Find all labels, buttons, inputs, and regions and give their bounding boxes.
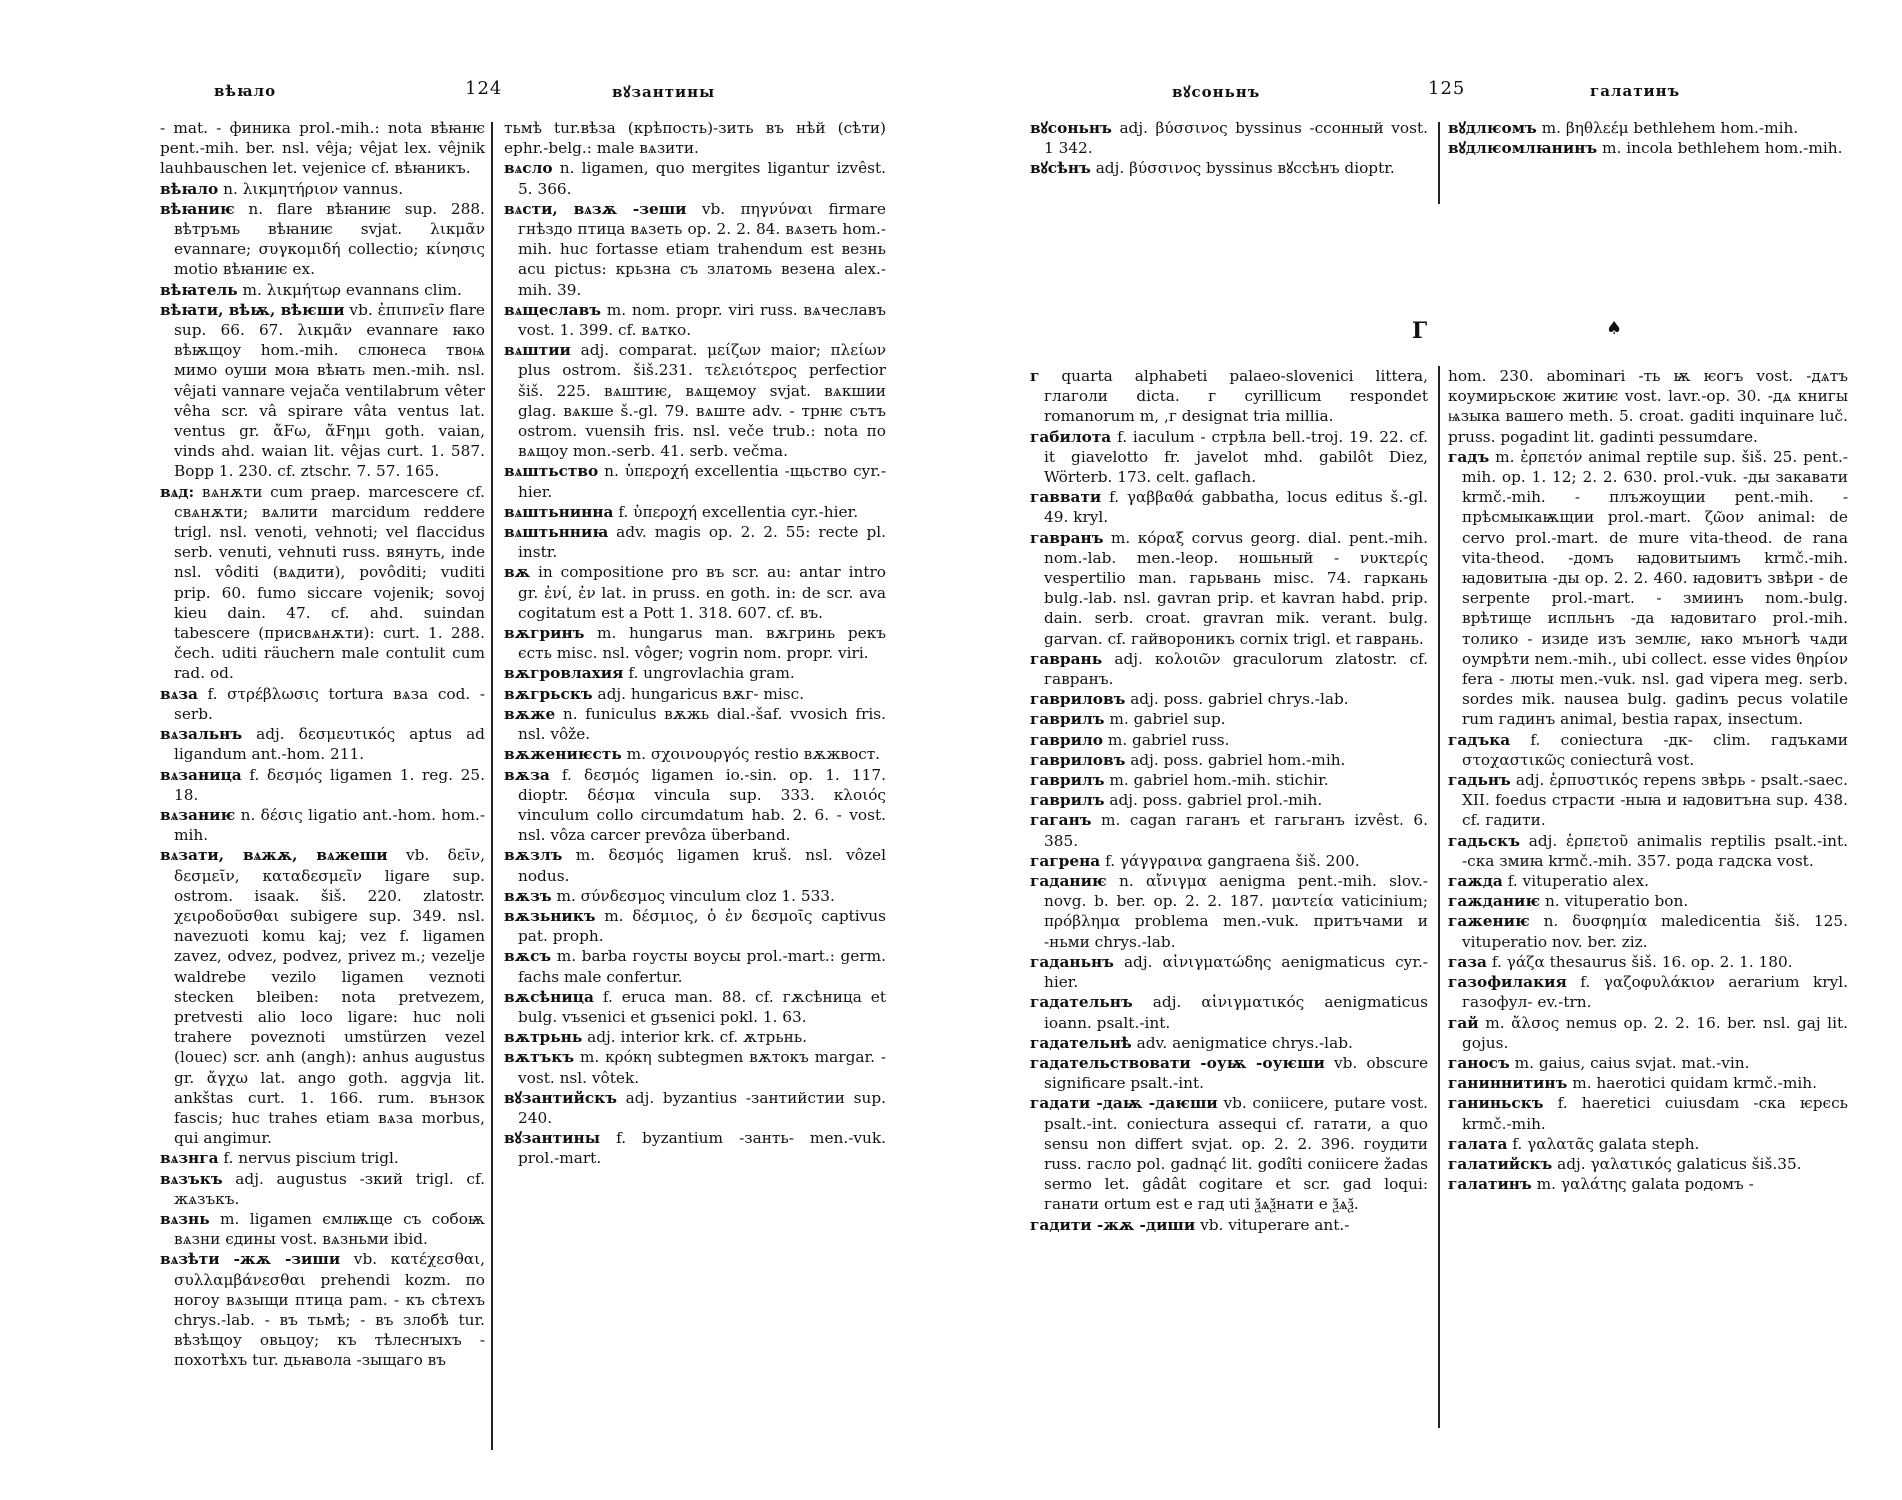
entry-text: m. κόραξ corvus georg. dial. pent.-mih. nom.-lab. men.-leop. ношьный - νυκτερίς vespertilio man. гарьвань misc. 74. гаркань bulg.-lab. nsl. gavran prip. et kavran habd. prip. dain. serb. croat. gravran mik. verant. bulg. garvan. cf. гайвороникъ cornix trigl. et гаврань.: [1044, 528, 1428, 648]
dictionary-entry: [1030, 1093, 1428, 1214]
entry-text: in compositione pro въ scr. au: antar intro gr. ἐνί, ἐν lat. in pruss. en goth. in: de scr. ava cogitatum est a Pott 1. 318. 607. cf. въ.: [518, 563, 886, 622]
entry-headword: вѧд:: [160, 482, 195, 501]
dictionary-entry: [160, 805, 485, 845]
entry-headword: вѣꙗтель: [160, 280, 238, 299]
dictionary-entry: [1448, 891, 1848, 911]
entry-headword: вѣꙗти, вѣѭ, вѣѥши: [160, 300, 345, 319]
dictionary-entry: [1030, 649, 1428, 689]
entry-text: n. ὑπεροχή excellentia -щьство cyr.-hier.: [518, 462, 886, 501]
entry-headword: гадъка: [1448, 730, 1511, 749]
dictionary-entry: [1030, 810, 1428, 850]
dictionary-entry: [160, 199, 485, 280]
column-divider-lower: [1438, 366, 1440, 1428]
dictionary-entry: [1030, 528, 1428, 649]
right-page-column-1-top: [1030, 118, 1428, 179]
dictionary-entry: [1448, 1073, 1848, 1093]
entry-headword: ганиньскъ: [1448, 1094, 1544, 1113]
entry-text: vb. obscure significare psalt.-int.: [1044, 1053, 1428, 1093]
dictionary-entry: [1030, 770, 1428, 790]
entry-headword: г: [1030, 367, 1040, 385]
dictionary-entry: [504, 118, 886, 158]
dictionary-entry: [504, 562, 886, 623]
entry-headword: гаввати: [1030, 488, 1102, 507]
dictionary-entry: [1030, 158, 1428, 178]
column-divider-top: [1438, 122, 1440, 204]
entry-headword: гадити -жѫ -диши: [1030, 1215, 1196, 1234]
entry-headword: газа: [1448, 952, 1487, 971]
dictionary-entry: [1448, 871, 1848, 891]
dictionary-entry: [160, 1169, 485, 1209]
entry-headword: газофилакия: [1448, 973, 1567, 992]
dictionary-entry: [504, 1128, 886, 1168]
dictionary-entry: [1030, 750, 1428, 770]
entry-headword: гадьнъ: [1448, 771, 1511, 790]
entry-headword: вѧзъкъ: [160, 1169, 223, 1188]
entry-headword: вѧштии: [504, 341, 571, 360]
entry-headword: вѫгринъ: [504, 624, 585, 643]
entry-text: f. eruca man. 88. cf. гѫсѣница et bulg. vъsenici et gъsenici pokl. 1. 63.: [518, 987, 886, 1026]
entry-headword: гадательнъ: [1030, 993, 1133, 1012]
dictionary-entry: [504, 300, 886, 340]
entry-text: f. δεσμός ligamen 1. reg. 25. 18.: [174, 765, 485, 804]
entry-headword: гаврилъ: [1030, 791, 1105, 810]
dictionary-entry: [1448, 1154, 1848, 1174]
entry-headword: вѫзлъ: [504, 846, 563, 865]
dictionary-entry: [1448, 1174, 1848, 1194]
entry-headword: гаврило: [1030, 730, 1103, 749]
entry-text: m. δέσμιος, ὁ ἐν δεσμοῖς captivus pat. proph.: [518, 906, 886, 946]
right-page-number: 125: [1428, 78, 1466, 99]
entry-headword: вꙋсоньнъ: [1030, 119, 1112, 137]
entry-headword: гадательствовати -оуѭ -оуѥши: [1030, 1053, 1325, 1072]
left-page-column-2: [504, 118, 886, 1169]
entry-text: n. flare вѣꙗниѥ sup. 288. вѣтръмь вѣꙗниѥ svjat. λικμᾶν evannare; συγκομιδή collectio; κίνησις motio вѣꙗниѥ ex.: [174, 199, 485, 279]
entry-headword: гажениѥ: [1448, 912, 1530, 931]
entry-text: вѧнѫти cum praep. marcescere cf. свѧнѫти; вѧлити marcidum reddere trigl. nsl. venoti, vehnoti; vel flaccidus serb. venuti, vehnuti russ. вянуть, inde nsl. vôditi (вѧдити), povôditi; vuditi prip. 60. fumo siccare vojenik; sovoj kieu dain. 47. cf. ahd. suindan tabescere (присвѧнѫти): curt. 1. 288. čech. uditi räuchern male contulit cum rad. od.: [174, 482, 485, 683]
entry-text: adv. aenigmatice chrys.-lab.: [1136, 1033, 1353, 1052]
entry-headword: вꙋзантины: [504, 1129, 601, 1148]
dictionary-entry: [1030, 851, 1428, 871]
entry-headword: вꙋсѣнъ: [1030, 159, 1091, 178]
dictionary-entry: [504, 765, 886, 846]
entry-text: adj. hungaricus вѫг- misc.: [597, 684, 805, 703]
dictionary-entry: [1448, 1093, 1848, 1133]
dictionary-entry: [504, 502, 886, 522]
entry-headword: галатинъ: [1448, 1175, 1532, 1194]
entry-headword: гаданиѥ: [1030, 872, 1107, 891]
column-divider: [491, 122, 493, 1450]
entry-headword: вѫтрьнь: [504, 1028, 583, 1047]
entry-headword: вѧзнь: [160, 1209, 210, 1228]
entry-headword: вѣꙗло: [160, 179, 219, 198]
entry-text: adj. byzantius -зантийстии sup. 240.: [518, 1088, 886, 1127]
dictionary-entry: [504, 1027, 886, 1047]
entry-text: m. gabriel russ.: [1107, 730, 1230, 749]
entry-headword: вѫзьникъ: [504, 906, 596, 925]
entry-headword: вѧзѣти -жѫ -зиши: [160, 1250, 341, 1269]
entry-headword: вѧзаниѥ: [160, 805, 236, 824]
entry-text: m. cagan гаганъ et гагьганъ izvêst. 6. 385.: [1044, 811, 1428, 850]
entry-text: m. incola bethlehem hom.-mih.: [1602, 139, 1843, 158]
entry-text: m. gabriel sup.: [1109, 710, 1226, 729]
dictionary-entry: [1448, 1134, 1848, 1154]
entry-text: f. vituperatio alex.: [1507, 872, 1650, 891]
dictionary-entry: [1030, 1033, 1428, 1053]
entry-text: adj. γαλατικός galaticus šiš.35.: [1557, 1154, 1802, 1173]
dictionary-entry: [1448, 366, 1848, 447]
dictionary-entry: [160, 845, 485, 1148]
entry-headword: гаврилъ: [1030, 771, 1105, 790]
dictionary-entry: [504, 845, 886, 885]
dictionary-entry: [504, 623, 886, 663]
entry-text: f. byzantium -занть- men.-vuk. prol.-mart.: [518, 1129, 886, 1168]
left-page-running-head-left: вѣꙗло: [214, 82, 277, 100]
entry-headword: вѧсти, вѧзѫ -зеши: [504, 199, 687, 218]
entry-text: hom. 230. abominari -ть ѭ ѥогъ vost. -дѧтъ коумирьскоѥ житиѥ vost. lavr.-op. 30. -дѧ книгы ѩзыка вашего meth. 5. croat. gaditi inquinare luč. pruss. pogadint lit. gadinti pessumdare.: [1448, 367, 1848, 446]
dictionary-entry: [504, 987, 886, 1027]
dictionary-entry: [504, 663, 886, 683]
dictionary-entry: [1030, 366, 1428, 427]
entry-text: vb. vituperare ant.-: [1200, 1215, 1350, 1234]
left-page-running-head-right: вꙋзантины: [612, 83, 716, 101]
entry-text: n. vituperatio bon.: [1545, 892, 1689, 911]
entry-text: m. gabriel hom.-mih. stichir.: [1109, 771, 1329, 790]
dictionary-entry: [1448, 831, 1848, 871]
entry-text: n. ligamen, quo mergites ligantur izvêst. 5. 366.: [518, 159, 886, 198]
dictionary-entry: [160, 724, 485, 764]
right-page-running-head-left: вꙋсоньнъ: [1172, 83, 1261, 101]
dictionary-entry: [1030, 952, 1428, 992]
left-page: [0, 0, 940, 1500]
entry-text: adv. magis op. 2. 2. 55: recte pl. instr.: [518, 523, 886, 562]
entry-headword: вꙋдлѥомъ: [1448, 119, 1537, 137]
entry-headword: вѫтъкъ: [504, 1048, 575, 1067]
entry-text: n. δυσφημία maledicentia šiš. 125. vituperatio nov. ber. ziz.: [1462, 912, 1848, 951]
dictionary-entry: [1448, 972, 1848, 1012]
entry-text: adj. interior krk. cf. ѫтрьнь.: [587, 1028, 808, 1047]
dictionary-entry: [1030, 871, 1428, 952]
entry-text: m. ἑρπετόν animal reptile sup. šiš. 25. pent.-mih. op. 1. 12; 2. 2. 630. prol.-vuk. -ды закавати krmč.-mih. - плъжоущии pent.-mih. - прѣсмыкаѭщии prol.-mart. ζῶον animal: de cervo prol.-mart. de mure vita-theod. de rana vita-theod. -домъ ꙗдовитыимъ krmč.-mih. ꙗдовитыꙗ -ды op. 2. 2. 460. ꙗдовитъ звѣри - de serpente prol.-mart. - змиинъ nom.-bulg. врѣтище испльнъ -да ꙗдовитаго prol.-mih. толико - изиде изъ землѥ, ꙗко мъногѣ чѧди оумрѣти nem.-mih., ubi collect. esse vides θηρίον fera - люты men.-vuk. nsl. gad vipera meg. serb. sordes mik. nausea bulg. gadinъ pecus volatile rum гадинъ animal, bestia rapax, insectum.: [1462, 447, 1849, 729]
entry-text: f. γάγγραινα gangraena šiš. 200.: [1105, 851, 1360, 870]
entry-headword: вѫсъ: [504, 947, 552, 966]
entry-text: vb. coniicere, putare vost. psalt.-int. coniectura assequi cf. гатати, a quo sensu non differt svjat. op. 2. 2. 396. гоудити russ. гасло pol. gadnąć lit. godîti coniicere žadas sermo let. gâdât cogitare et scr. gad loqui: ганати ortum est e гад uti ѯѧѯнати e ѯѧѯ.: [1044, 1094, 1428, 1214]
entry-headword: гаврилъ: [1030, 710, 1105, 729]
entry-text: m. γαλάτης galata родомъ -: [1536, 1175, 1754, 1194]
entry-text: adj. poss. gabriel hom.-mih.: [1130, 750, 1346, 769]
entry-headword: вѧщеславъ: [504, 300, 601, 319]
ornament-icon: ♠: [1606, 318, 1623, 339]
dictionary-entry: [1448, 118, 1848, 138]
dictionary-entry: [504, 158, 886, 198]
entry-headword: вѧзнга: [160, 1149, 219, 1168]
entry-headword: ганиннитинъ: [1448, 1074, 1568, 1093]
entry-text: m. gaius, caius svjat. mat.-vin.: [1514, 1053, 1750, 1072]
entry-text: adj. βύσσινος byssinus -ссонный vost. 1 342.: [1044, 119, 1428, 158]
entry-headword: гадательнѣ: [1030, 1033, 1132, 1052]
entry-text: f. ungrovlachia gram.: [628, 664, 795, 683]
entry-text: m. δεσμός ligamen kruš. nsl. vôzel nodus.: [518, 846, 886, 885]
entry-headword: вѧштьнниꙗ: [504, 523, 609, 542]
dictionary-entry: [1448, 1053, 1848, 1073]
entry-headword: гаданьнъ: [1030, 952, 1114, 971]
dictionary-entry: [1448, 770, 1848, 831]
dictionary-entry: [1030, 730, 1428, 750]
entry-headword: вѫжениѥсть: [504, 745, 622, 764]
section-letter: Г: [1412, 318, 1428, 344]
dictionary-entry: [1030, 1215, 1428, 1235]
dictionary-entry: [504, 461, 886, 501]
left-page-column-1: [160, 118, 485, 1371]
entry-headword: вꙋзантийскъ: [504, 1088, 617, 1107]
dictionary-entry: [504, 340, 886, 461]
dictionary-entry: [1448, 911, 1848, 951]
entry-headword: вѧзаница: [160, 765, 242, 784]
entry-headword: вѫза: [504, 765, 550, 784]
entry-text: - mat. - финика prol.-mih.: nota вѣꙗнѥ pent.-mih. ber. nsl. vêja; vêjat lex. vêjnik lauhbauschen let. vejenice cf. вѣꙗникъ.: [160, 119, 485, 178]
entry-text: f. γαββαθά gabbatha, locus editus š.-gl. 49. kryl.: [1044, 488, 1428, 527]
entry-text: f. γάζα thesaurus šiš. 16. op. 2. 1. 180.: [1491, 952, 1793, 971]
entry-text: vb. κατέχεσθαι, συλλαμβάνεσθαι prehendi kozm. по ногоу вѧзыщи птица pam. - къ сѣтехъ chrys.-lab. - въ тьмѣ; - въ злобѣ tur. вѣзѣщоу овьцоу; къ тѣлеснꙑхъ - похотѣхъ tur. дьꙗвола -зыщаго въ: [174, 1250, 485, 1370]
dictionary-entry: [504, 704, 886, 744]
dictionary-entry: [504, 684, 886, 704]
entry-text: adj. αἰνιγματικός aenigmaticus ioann. psalt.-int.: [1044, 993, 1428, 1032]
dictionary-entry: [160, 179, 485, 199]
entry-text: adj. augustus -зкий trigl. cf. жѧзъкъ.: [174, 1169, 485, 1208]
dictionary-entry: [160, 765, 485, 805]
entry-headword: гаврань: [1030, 649, 1103, 668]
entry-headword: гажда: [1448, 872, 1503, 891]
entry-text: f. γαλατᾶς galata steph.: [1512, 1134, 1700, 1153]
entry-headword: гавриловъ: [1030, 750, 1126, 769]
dictionary-entry: [504, 199, 886, 300]
entry-text: f. στρέβλωσις tortura вѧза cod. - serb.: [174, 684, 485, 723]
entry-text: f. γαζοφυλάκιον aerarium kryl. газофул- ev.-trn.: [1462, 973, 1848, 1012]
dictionary-entry: [160, 1148, 485, 1168]
entry-headword: вѫже: [504, 704, 556, 723]
entry-text: adj. poss. gabriel prol.-mih.: [1109, 791, 1323, 810]
entry-headword: гажданиѥ: [1448, 892, 1541, 911]
entry-text: m. λικμήτωρ evannans clim.: [242, 280, 462, 299]
right-page-column-1: [1030, 366, 1428, 1235]
entry-text: adj. ἑρπετοῦ animalis reptilis psalt.-int. -ска змиꙗ krmč.-mih. 357. рода гадска vost.: [1462, 831, 1848, 870]
entry-text: f. coniectura -дк- clim. гадъками στοχαστικῶς coniecturâ vost.: [1462, 730, 1848, 769]
entry-text: m. hungarus man. вѫгринь рекъ єсть misc. nsl. vôger; vogrin nom. propr. viri.: [518, 624, 886, 663]
entry-text: m. barba гоусты воусы prol.-mart.: germ. fachs male confertur.: [518, 947, 886, 986]
right-page-running-head-right: галатинъ: [1590, 82, 1681, 100]
entry-text: adj. δεσμευτικός aptus ad ligandum ant.-hom. 211.: [174, 725, 485, 764]
entry-text: f. ὑπεροχή excellentia cyr.-hier.: [618, 502, 859, 521]
entry-headword: гай: [1448, 1013, 1479, 1032]
right-page-column-2-top: [1448, 118, 1848, 158]
entry-text: m. haerotici quidam krmč.-mih.: [1572, 1074, 1817, 1093]
entry-text: vb. δεῖν, δεσμεῖν, καταδεσμεῖν ligare sup. ostrom. isaak. šiš. 220. zlatostr. χειροδοῦσθαι subigere sup. 349. nsl. navezuoti komu kaj; vez f. ligamen zavez, odvez, podvez, privez m.; vezelje waldrebe vezilo ligamen veznoti stecken bleiben: nota pretvezem, pretvesti alio loco ligare: huc noli trahere poveznoti umstürzen vezel (louec) scr. anh (angh): anhus augustus gr. ἄγχω lat. ango goth. aggvja lit. ankštas curt. 1. 166. rum. вънзок fascis; huc trahes etiam вѧза morbus, qui angimur.: [174, 846, 485, 1148]
dictionary-entry: [160, 118, 485, 179]
entry-text: n. λικμητήριον vannus.: [223, 179, 404, 198]
entry-text: m. σύνδεσμος vinculum cloz 1. 533.: [556, 886, 835, 905]
entry-headword: вѣꙗниѥ: [160, 199, 235, 218]
dictionary-entry: [1030, 790, 1428, 810]
dictionary-entry: [1448, 138, 1848, 158]
left-page-number: 124: [465, 78, 503, 99]
dictionary-entry: [504, 522, 886, 562]
entry-headword: вѫ: [504, 563, 531, 582]
entry-headword: вѧзальнъ: [160, 725, 243, 744]
entry-text: adj. comparat. μείζων maior; πλείων plus ostrom. šiš.231. τελειότερος perfectior šiš. 225. вѧштиѥ, вѧщемоу svjat. вѧкшии glag. вѧкше š.-gl. 79. вѧште adv. - трнѥ сътъ ostrom. vuensih fris. nsl. veče trub.: nota по вѧщоу mon.-serb. 41. serb. večma.: [518, 341, 886, 461]
entry-headword: ганосъ: [1448, 1053, 1510, 1072]
entry-headword: вѧзати, вѧжѫ, вѧжеши: [160, 846, 388, 865]
entry-headword: гадьскъ: [1448, 831, 1520, 850]
dictionary-entry: [1030, 118, 1428, 158]
dictionary-entry: [1030, 1053, 1428, 1093]
entry-headword: галатийскъ: [1448, 1154, 1553, 1173]
entry-text: adj. κολοιῶν graculorum zlatostr. cf. гавранъ.: [1044, 649, 1428, 689]
entry-text: m. κρόκη subtegmen вѫтокъ margar. - vost. nsl. vôtek.: [518, 1048, 886, 1087]
dictionary-entry: [1448, 952, 1848, 972]
dictionary-entry: [1448, 730, 1848, 770]
entry-text: vb. ἐπιπνεῖν flare sup. 66. 67. λικμᾶν evannare ꙗко вѣѭщоу hom.-mih. слюнеса твоѩ мимо оуши моꙗ вѣꙗть men.-mih. nsl. vêjati vannare vejača ventilabrum vêter vêha scr. vâ spirare vâta ventus lat. ventus gr. ἄFω, ἄFημι goth. vaian, vinds ahd. waian lit. vêjas curt. 1. 587. Bopp 1. 230. cf. ztschr. 7. 57. 165.: [174, 300, 485, 481]
right-page: [1000, 0, 1902, 1500]
dictionary-entry: [160, 280, 485, 300]
entry-text: f. haeretici cuiusdam -ска ѥрєсь krmč.-mih.: [1462, 1094, 1848, 1133]
entry-text: adj. αἰνιγματώδης aenigmaticus cyr.-hier.: [1044, 952, 1428, 992]
dictionary-entry: [160, 684, 485, 724]
dictionary-entry: [1030, 689, 1428, 709]
entry-text: n. αἴνιγμα aenigma pent.-mih. slov.-novg. b. ber. op. 2. 2. 187. μαντεία vaticinium; πρόβλημα problema men.-vuk. притъчами и -ньми chrys.-lab.: [1044, 872, 1428, 951]
entry-headword: гаганъ: [1030, 811, 1092, 830]
entry-text: f. iaculum - стрѣла bell.-troj. 19. 22. cf. it giavelotto fr. javelot mhd. gabilôt Diez, Wörterb. 173. celt. gaflach.: [1044, 427, 1428, 487]
dictionary-entry: [1030, 992, 1428, 1032]
entry-headword: вѧза: [160, 684, 198, 703]
dictionary-entry: [504, 1088, 886, 1128]
dictionary-entry: [504, 886, 886, 906]
entry-headword: габилота: [1030, 427, 1112, 446]
entry-text: vb. πηγνύναι firmare гнѣздо птица вѧзеть op. 2. 2. 84. вѧзеть hom.-mih. huc fortasse etiam trahendum est везнь acu pictus: крьзна съ златомь везена alex.-mih. 39.: [518, 199, 886, 299]
entry-headword: вꙋдлѥомлꙗнинъ: [1448, 139, 1598, 158]
entry-text: adj. ἑρπυστικός repens звѣрь - psalt.-saec. XII. foedus страсти -ныꙗ и ꙗдовитъна sup. 438. cf. гадити.: [1462, 771, 1848, 830]
dictionary-entry: [504, 1047, 886, 1087]
entry-headword: вѧсло: [504, 159, 553, 178]
entry-text: тьмѣ tur.вѣза (крѣпость)-зить въ нѣй (сѣти) ephr.-belg.: male вѧзити.: [504, 119, 886, 158]
entry-headword: вѫгрьскъ: [504, 684, 593, 703]
entry-headword: гадъ: [1448, 447, 1490, 466]
dictionary-entry: [504, 906, 886, 946]
dictionary-entry: [160, 300, 485, 482]
entry-headword: вѧштьство: [504, 462, 599, 481]
entry-text: m. σχοινουργός restio вѫжвост.: [626, 745, 881, 764]
dictionary-entry: [160, 1209, 485, 1249]
entry-headword: вѫсѣница: [504, 987, 594, 1006]
dictionary-entry: [1448, 1013, 1848, 1053]
entry-headword: вѫзъ: [504, 886, 552, 905]
entry-text: f. δεσμός ligamen io.-sin. op. 1. 117. dioptr. δέσμα vincula sup. 333. κλοιός vinculum collo circumdatum hab. 2. 6. - vost. nsl. vôza carcer prevôza überband.: [518, 765, 886, 845]
entry-text: m. nom. propr. viri russ. вѧчеславъ vost. 1. 399. cf. вѧтко.: [518, 300, 886, 340]
entry-text: m. βηθλεέμ bethlehem hom.-mih.: [1541, 119, 1799, 137]
entry-text: f. nervus piscium trigl.: [223, 1149, 399, 1168]
dictionary-entry: [504, 946, 886, 986]
dictionary-entry: [1030, 487, 1428, 527]
entry-text: n. funiculus вѫжь dial.-šaf. vvosich fris. nsl. vôže.: [518, 704, 886, 744]
entry-text: adj. βύσσινος byssinus вꙋссѣнъ dioptr.: [1095, 159, 1395, 178]
dictionary-entry: [504, 744, 886, 764]
dictionary-entry: [1030, 709, 1428, 729]
dictionary-entry: [160, 482, 485, 684]
right-page-column-2: [1448, 366, 1848, 1194]
dictionary-entry: [160, 1249, 485, 1370]
entry-text: quarta alphabeti palaeo-slovenici littera, глаголи dicta. г cyrillicum respondet romanorum m, ,г designat tria millia.: [1044, 367, 1428, 426]
entry-headword: гавриловъ: [1030, 690, 1126, 709]
dictionary-entry: [1448, 447, 1848, 730]
entry-headword: гагрена: [1030, 851, 1101, 870]
entry-text: m. ligamen ємлѭще съ собоѭ вѧзни єдины vost. вѧзньми ibid.: [174, 1209, 485, 1249]
entry-text: n. δέσις ligatio ant.-hom. hom.-mih.: [174, 805, 485, 845]
entry-headword: галата: [1448, 1134, 1508, 1153]
entry-headword: вѧштьнинна: [504, 502, 614, 521]
entry-text: m. ἄλσος nemus op. 2. 2. 16. ber. nsl. gaj lit. gojus.: [1462, 1013, 1848, 1052]
dictionary-entry: [1030, 427, 1428, 488]
entry-headword: гавранъ: [1030, 528, 1104, 547]
entry-headword: вѫгровлахия: [504, 664, 624, 683]
entry-text: adj. poss. gabriel chrys.-lab.: [1130, 690, 1349, 709]
entry-headword: гадати -даѭ -даѥши: [1030, 1094, 1218, 1113]
